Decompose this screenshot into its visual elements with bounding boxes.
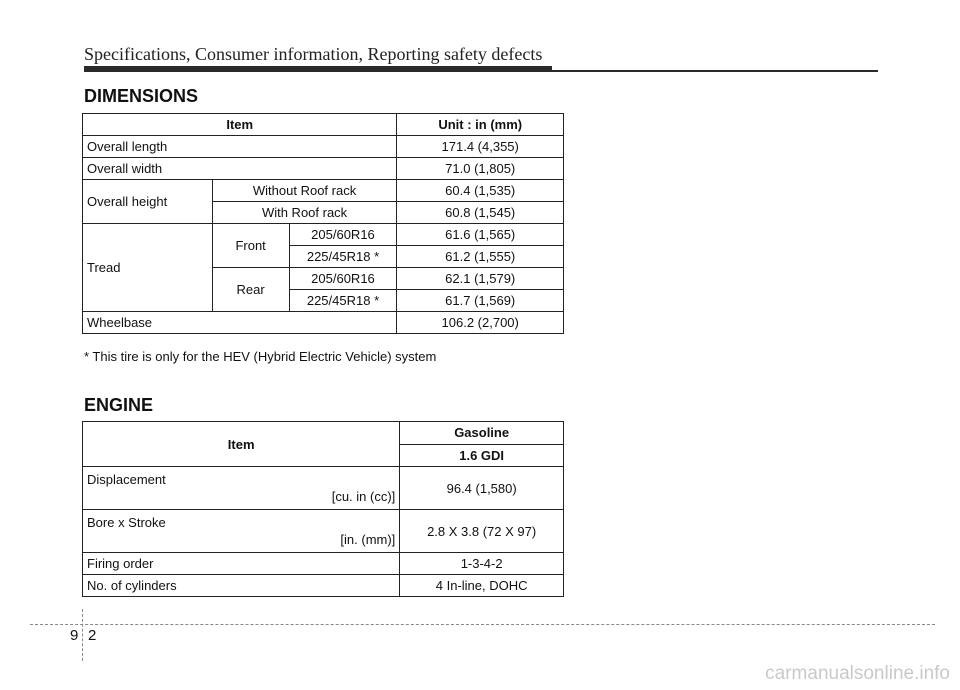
table-row [83,467,564,510]
footer-divider [30,624,935,625]
table-row [83,553,564,575]
row-label: Overall width [83,158,397,180]
row-value: 96.4 (1,580) [400,467,564,510]
col-engine-header: 1.6 GDI [400,444,564,467]
table-row [83,158,564,180]
col-item-header: Item [83,114,397,136]
header-rule-thin [552,70,878,72]
row-value: 171.4 (4,355) [397,136,564,158]
watermark: carmanualsonline.info [765,663,950,684]
row-value: 71.0 (1,805) [397,158,564,180]
table-row [83,136,564,158]
tire-size: 205/60R16 [289,224,397,246]
row-value: 2.8 X 3.8 (72 X 97) [400,510,564,553]
sub-label: Rear [212,268,289,312]
row-value: 60.4 (1,535) [397,180,564,202]
header-rule [84,66,552,72]
chapter-number: 9 [70,627,79,644]
row-label: Tread [83,224,213,312]
bore-stroke-unit: [in. (mm)] [340,532,396,547]
row-label [83,467,400,510]
col-unit-header: Unit : in (mm) [397,114,564,136]
table-row [83,510,564,553]
row-value: 61.7 (1,569) [397,290,564,312]
row-value: 106.2 (2,700) [397,312,564,334]
row-value: 4 In-line, DOHC [400,575,564,597]
dimensions-title: DIMENSIONS [84,86,199,106]
sub-label: Without Roof rack [212,180,397,202]
sub-label: With Roof rack [212,202,397,224]
engine-table [82,421,564,597]
row-value: 61.6 (1,565) [397,224,564,246]
row-label: No. of cylinders [83,575,400,597]
footer-page-divider [82,609,83,661]
row-value: 1-3-4-2 [400,553,564,575]
row-label: Overall length [83,136,397,158]
row-label: Wheelbase [83,312,397,334]
row-value: 62.1 (1,579) [397,268,564,290]
row-label: Firing order [83,553,400,575]
displacement-label: Displacement [87,472,166,487]
table-header-row [83,422,564,445]
table-row [83,224,564,246]
dimensions-table [82,113,564,334]
engine-title: ENGINE [84,395,154,415]
row-value: 60.8 (1,545) [397,202,564,224]
table-row [83,575,564,597]
col-item-header: Item [83,422,400,467]
tire-footnote: * This tire is only for the HEV (Hybrid Electric Vehicle) system [84,349,437,364]
table-row [83,180,564,202]
table-header-row [83,114,564,136]
row-label: Overall height [83,180,213,224]
page-header-title: Specifications, Consumer information, Reporting safety defects [84,44,543,64]
bore-stroke-label: Bore x Stroke [87,515,166,530]
tire-size: 225/45R18 * [289,246,397,268]
sub-label: Front [212,224,289,268]
row-label [83,510,400,553]
tire-size: 205/60R16 [289,268,397,290]
table-row [83,312,564,334]
displacement-unit: [cu. in (cc)] [331,489,396,504]
page-number: 2 [88,627,97,644]
col-fuel-header: Gasoline [400,422,564,445]
row-value: 61.2 (1,555) [397,246,564,268]
tire-size: 225/45R18 * [289,290,397,312]
